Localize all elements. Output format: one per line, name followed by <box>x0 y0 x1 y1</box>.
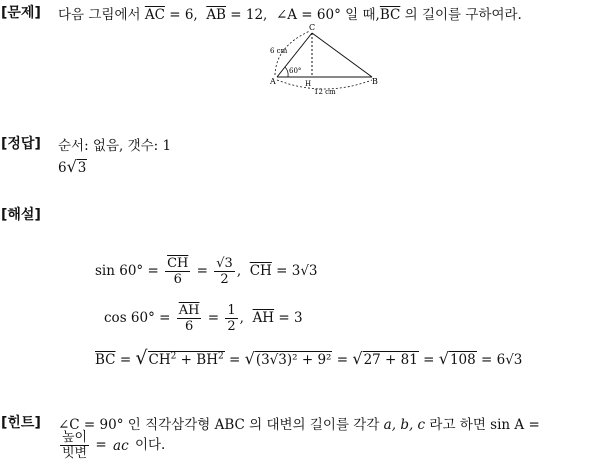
fraction-den: 2 <box>220 272 229 287</box>
vertex-b: B <box>372 77 378 86</box>
equals: = <box>207 310 220 326</box>
root-sign: √ <box>244 349 255 368</box>
hint-label: [힌트] <box>1 415 41 431</box>
value-ac: = 6, <box>169 7 198 23</box>
fraction-ch-6 <box>165 256 190 287</box>
sin-lhs: sin 60° = <box>95 263 159 279</box>
fraction-num: √3 <box>216 256 233 271</box>
answer-value <box>58 157 87 176</box>
answer-coef: 6 <box>58 160 67 176</box>
segment-bc: $\overline{BC}$ <box>379 7 401 23</box>
var-c: c <box>417 417 426 433</box>
hint-text-a: ∠C = 90° 인 직각삼각형 ABC 의 대변의 길이를 각각 <box>58 417 380 433</box>
vertex-h: H <box>305 80 312 88</box>
bc-equation <box>95 347 522 369</box>
segment-ch: $\overline{CH}$ <box>249 263 272 279</box>
fraction-1-2 <box>225 303 237 334</box>
fraction-num: a <box>113 437 122 454</box>
hint-line2 <box>58 430 165 461</box>
answer-radicand: 3 <box>77 160 87 176</box>
root-sign: √ <box>438 349 449 368</box>
inner-expression: (3√3)² + 9² <box>255 352 332 368</box>
cos-equation <box>104 303 303 334</box>
fraction-root3-2 <box>214 256 235 287</box>
comma: , <box>236 263 242 279</box>
exponent: 2 <box>217 351 224 362</box>
sqrt-108 <box>439 349 477 368</box>
fraction-den: 6 <box>173 272 182 287</box>
fraction-den: 2 <box>227 319 236 334</box>
cos-lhs: cos 60° = <box>104 310 171 326</box>
vertex-a: A <box>270 77 276 86</box>
exponent: 2 <box>170 351 177 362</box>
fraction-den: 6 <box>184 319 194 334</box>
equals: = <box>119 352 132 368</box>
sqrt-inner <box>245 349 333 368</box>
equals: = <box>95 437 107 453</box>
equals: = <box>336 352 349 368</box>
answer-label: [정답] <box>1 136 41 152</box>
comma: , <box>239 310 244 326</box>
bc-final: = 6√3 <box>481 352 523 368</box>
fraction-den: c <box>121 437 129 454</box>
fraction-num: 1 <box>227 303 236 318</box>
segment-ah: $\overline{AH}$ <box>252 310 275 326</box>
ch-result: = 3√3 <box>276 263 318 279</box>
sum-expression: 27 + 81 <box>363 352 418 368</box>
sin-a: sin A = <box>490 417 540 433</box>
segment-bh: $\overline{BH}$ <box>196 352 218 368</box>
side-bc-line <box>312 33 372 77</box>
angle-a: ∠A = 60° <box>275 7 341 23</box>
equals: = <box>229 352 241 368</box>
root-sign: √ <box>352 349 363 368</box>
problem-text-c: 의 길이를 구하여라. <box>404 7 522 23</box>
vertex-c: C <box>309 23 316 32</box>
plus: + <box>180 352 192 368</box>
value-ab: = 12, <box>230 7 268 23</box>
fraction-ah-6 <box>177 303 202 334</box>
equals: = <box>196 263 208 279</box>
answer-line1: 순서: 없음, 갯수: 1 <box>58 138 172 154</box>
angle-arc <box>285 67 288 77</box>
problem-text-b: 일 때, <box>345 7 380 23</box>
fraction-height-hypotenuse <box>60 430 89 461</box>
radicand-108: 108 <box>449 352 476 368</box>
angle-label: 60° <box>289 67 302 75</box>
side-ab-label: 12 cm <box>314 88 336 96</box>
fraction-a-c <box>113 438 129 454</box>
var-a: a, <box>383 417 397 433</box>
segment-bc: $\overline{BC}$ <box>95 352 116 368</box>
problem-label: [문제] <box>1 5 41 21</box>
problem-text-a: 다음 그림에서 <box>58 7 141 23</box>
fraction-num: 높이 <box>62 430 88 445</box>
fraction-num: $\overline{AH}$ <box>178 303 200 318</box>
sqrt-ch2-bh2 <box>135 347 224 369</box>
segment-ch: CH <box>148 352 171 368</box>
fraction-den: 빗변 <box>62 446 88 461</box>
sin-equation <box>95 256 318 287</box>
ah-result: = 3 <box>278 310 303 326</box>
hint-text-b: 라고 하면 <box>429 417 486 433</box>
sqrt-sum <box>352 349 418 368</box>
segment-ac: $\overline{AC}$ <box>144 7 165 23</box>
equals: = <box>423 352 435 368</box>
side-ac-label: 6 cm <box>270 47 288 55</box>
root-sign: √ <box>135 347 148 369</box>
root-sign: √ <box>66 157 77 176</box>
segment-ab: $\overline{AB}$ <box>206 7 226 23</box>
var-b: b, <box>400 417 414 433</box>
hint-text-c: 이다. <box>134 437 166 453</box>
fraction-num: $\overline{CH}$ <box>167 256 189 271</box>
triangle-figure <box>262 20 386 98</box>
explanation-label: [해설] <box>1 207 41 223</box>
